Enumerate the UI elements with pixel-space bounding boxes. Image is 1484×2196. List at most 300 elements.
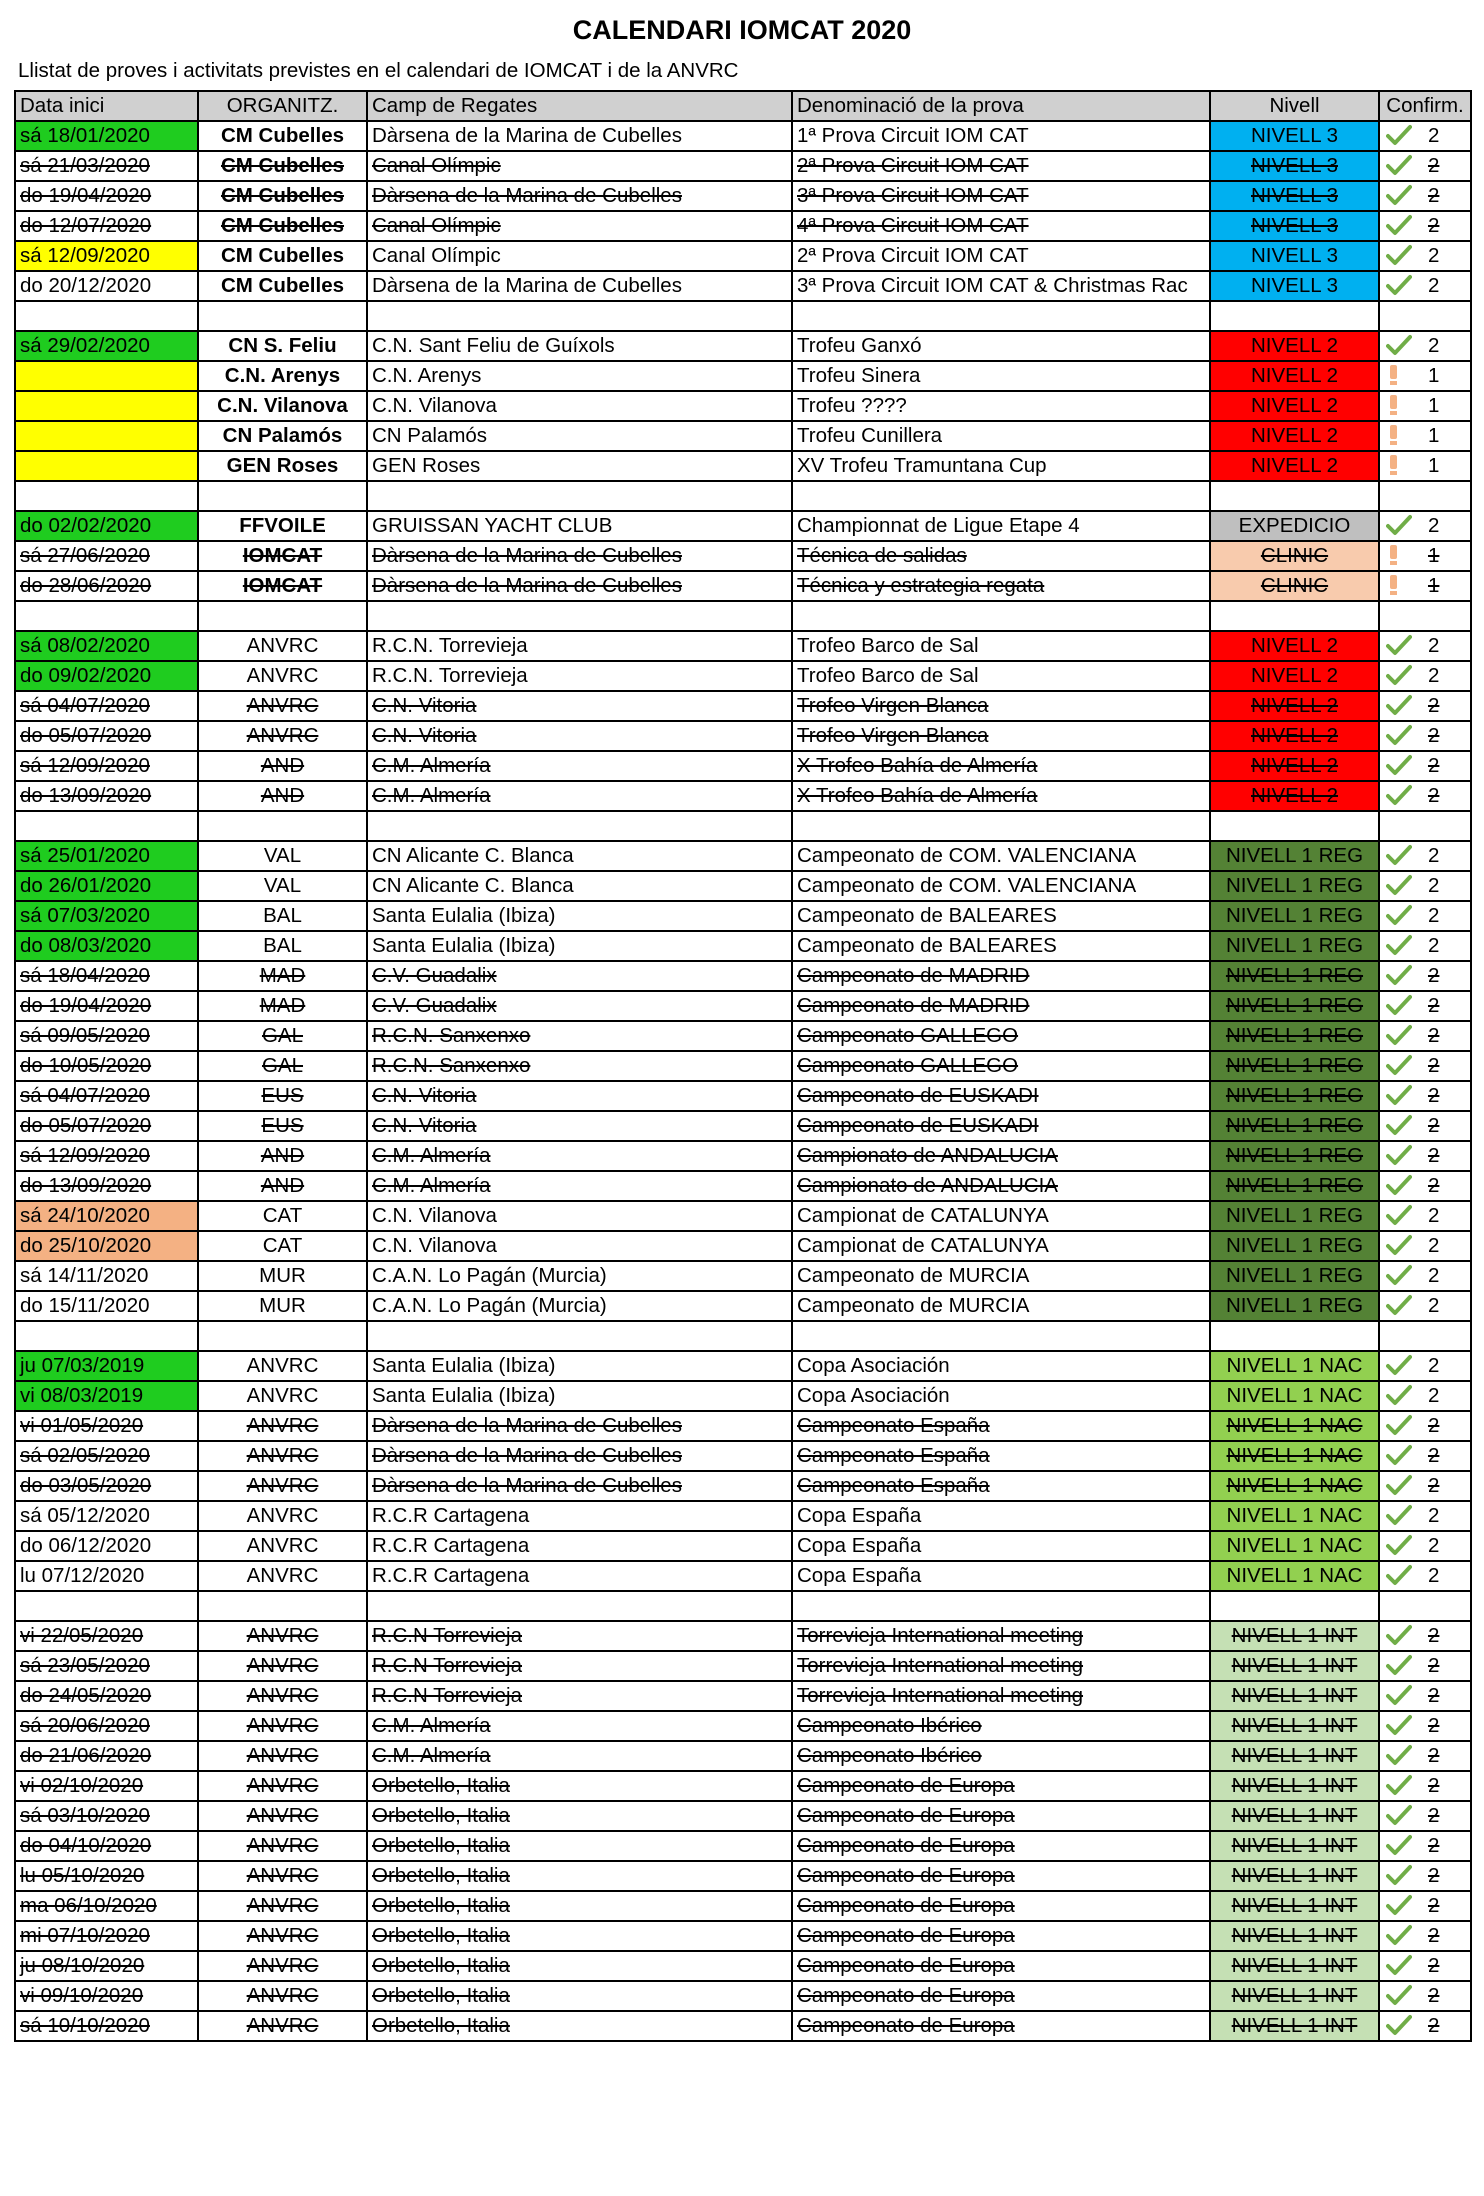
table-row xyxy=(15,1411,1471,1441)
level-cell: NIVELL 3 xyxy=(1210,211,1379,241)
venue-cell: Canal Olímpic xyxy=(367,211,792,241)
confirmation-value: 2 xyxy=(1428,694,1440,717)
organizer-cell: ANVRC xyxy=(198,1681,367,1711)
organizer-cell: ANVRC xyxy=(198,1831,367,1861)
confirmation-cell xyxy=(1379,1891,1471,1921)
check-icon xyxy=(1386,1954,1412,1976)
level-cell: NIVELL 1 REG xyxy=(1210,1021,1379,1051)
empty-cell xyxy=(1210,1591,1379,1621)
empty-cell xyxy=(367,1591,792,1621)
table-row xyxy=(15,451,1471,481)
event-name-cell: Trofeo Virgen Blanca xyxy=(792,691,1210,721)
empty-cell xyxy=(1379,481,1471,511)
confirmation-cell xyxy=(1379,1201,1471,1231)
date-cell: sá 18/04/2020 xyxy=(15,961,198,991)
organizer-cell: ANVRC xyxy=(198,1531,367,1561)
event-name-cell: Trofeu Cunillera xyxy=(792,421,1210,451)
event-name-cell: Campeonato de MADRID xyxy=(792,961,1210,991)
venue-cell: GEN Roses xyxy=(367,451,792,481)
organizer-cell: GAL xyxy=(198,1051,367,1081)
date-cell: sá 03/10/2020 xyxy=(15,1801,198,1831)
organizer-cell: ANVRC xyxy=(198,1561,367,1591)
check-icon xyxy=(1386,754,1412,776)
organizer-cell: ANVRC xyxy=(198,721,367,751)
confirmation-cell xyxy=(1379,1771,1471,1801)
venue-cell: C.N. Vilanova xyxy=(367,391,792,421)
date-cell: do 08/03/2020 xyxy=(15,931,198,961)
date-cell: ju 08/10/2020 xyxy=(15,1951,198,1981)
confirmation-cell xyxy=(1379,451,1471,481)
check-icon xyxy=(1386,244,1412,266)
date-cell: do 25/10/2020 xyxy=(15,1231,198,1261)
event-name-cell: Campeonato GALLEGO xyxy=(792,1021,1210,1051)
confirmation-cell xyxy=(1379,391,1471,421)
event-name-cell: 3ª Prova Circuit IOM CAT xyxy=(792,181,1210,211)
venue-cell: CN Alicante C. Blanca xyxy=(367,871,792,901)
organizer-cell: AND xyxy=(198,1141,367,1171)
date-cell: sá 29/02/2020 xyxy=(15,331,198,361)
empty-cell xyxy=(198,1591,367,1621)
organizer-cell: BAL xyxy=(198,931,367,961)
confirmation-value: 2 xyxy=(1428,184,1440,207)
check-icon xyxy=(1386,1984,1412,2006)
event-name-cell: Torrevieja International meeting xyxy=(792,1651,1210,1681)
event-name-cell: Campeonato de Europa xyxy=(792,1861,1210,1891)
level-cell: NIVELL 1 NAC xyxy=(1210,1411,1379,1441)
check-icon xyxy=(1386,274,1412,296)
organizer-cell: CM Cubelles xyxy=(198,121,367,151)
level-cell: NIVELL 3 xyxy=(1210,271,1379,301)
empty-cell xyxy=(1210,601,1379,631)
date-cell: do 26/01/2020 xyxy=(15,871,198,901)
confirmation-cell xyxy=(1379,841,1471,871)
table-row xyxy=(15,1381,1471,1411)
header-date: Data inici xyxy=(15,91,198,121)
check-icon xyxy=(1386,964,1412,986)
confirmation-cell xyxy=(1379,1471,1471,1501)
confirmation-value: 2 xyxy=(1428,724,1440,747)
table-row xyxy=(15,151,1471,181)
confirmation-value: 2 xyxy=(1428,274,1440,297)
confirmation-cell xyxy=(1379,1981,1471,2011)
date-cell: vi 22/05/2020 xyxy=(15,1621,198,1651)
organizer-cell: CM Cubelles xyxy=(198,151,367,181)
confirmation-value: 1 xyxy=(1428,544,1440,567)
header-confirmation: Confirm. xyxy=(1379,91,1471,121)
event-name-cell: Campionat de CATALUNYA xyxy=(792,1201,1210,1231)
confirmation-cell xyxy=(1379,1561,1471,1591)
empty-cell xyxy=(1210,811,1379,841)
date-cell: sá 02/05/2020 xyxy=(15,1441,198,1471)
level-cell: NIVELL 1 NAC xyxy=(1210,1381,1379,1411)
venue-cell: R.C.N. Torrevieja xyxy=(367,661,792,691)
date-cell: do 13/09/2020 xyxy=(15,781,198,811)
event-name-cell: Campeonato España xyxy=(792,1471,1210,1501)
venue-cell: Santa Eulalia (Ibiza) xyxy=(367,931,792,961)
organizer-cell: ANVRC xyxy=(198,1441,367,1471)
table-row xyxy=(15,2011,1471,2041)
organizer-cell: MAD xyxy=(198,961,367,991)
confirmation-cell xyxy=(1379,1411,1471,1441)
organizer-cell: ANVRC xyxy=(198,691,367,721)
confirmation-cell xyxy=(1379,541,1471,571)
event-name-cell: 3ª Prova Circuit IOM CAT & Christmas Rac xyxy=(792,271,1210,301)
organizer-cell: CN Palamós xyxy=(198,421,367,451)
table-row xyxy=(15,1261,1471,1291)
venue-cell: C.N. Vitoria xyxy=(367,1081,792,1111)
date-cell: do 04/10/2020 xyxy=(15,1831,198,1861)
level-cell: NIVELL 1 INT xyxy=(1210,1681,1379,1711)
level-cell: NIVELL 2 xyxy=(1210,391,1379,421)
empty-cell xyxy=(1210,301,1379,331)
event-name-cell: Campionato de ANDALUCIA xyxy=(792,1141,1210,1171)
confirmation-cell xyxy=(1379,511,1471,541)
check-icon xyxy=(1386,2014,1412,2036)
event-name-cell: Torrevieja International meeting xyxy=(792,1621,1210,1651)
confirmation-cell xyxy=(1379,1801,1471,1831)
date-cell: vi 01/05/2020 xyxy=(15,1411,198,1441)
confirmation-value: 2 xyxy=(1428,1714,1440,1737)
check-icon xyxy=(1386,154,1412,176)
organizer-cell: MUR xyxy=(198,1261,367,1291)
venue-cell: C.A.N. Lo Pagán (Murcia) xyxy=(367,1291,792,1321)
date-cell xyxy=(15,391,198,421)
confirmation-cell xyxy=(1379,1081,1471,1111)
table-row xyxy=(15,1681,1471,1711)
confirmation-cell xyxy=(1379,1291,1471,1321)
date-cell: lu 07/12/2020 xyxy=(15,1561,198,1591)
warning-icon xyxy=(1386,574,1412,596)
date-cell: do 19/04/2020 xyxy=(15,181,198,211)
confirmation-value: 2 xyxy=(1428,1444,1440,1467)
confirmation-value: 2 xyxy=(1428,664,1440,687)
venue-cell: R.C.N. Sanxenxo xyxy=(367,1021,792,1051)
check-icon xyxy=(1386,1144,1412,1166)
empty-cell xyxy=(367,811,792,841)
level-cell: NIVELL 1 NAC xyxy=(1210,1351,1379,1381)
check-icon xyxy=(1386,334,1412,356)
empty-cell xyxy=(198,301,367,331)
date-cell: do 15/11/2020 xyxy=(15,1291,198,1321)
event-name-cell: Campeonato España xyxy=(792,1411,1210,1441)
warning-icon xyxy=(1386,454,1412,476)
confirmation-value: 2 xyxy=(1428,1864,1440,1887)
event-name-cell: Copa Asociación xyxy=(792,1381,1210,1411)
date-cell: do 03/05/2020 xyxy=(15,1471,198,1501)
level-cell: NIVELL 1 REG xyxy=(1210,1231,1379,1261)
venue-cell: Canal Olímpic xyxy=(367,241,792,271)
table-row xyxy=(15,751,1471,781)
venue-cell: R.C.R Cartagena xyxy=(367,1501,792,1531)
check-icon xyxy=(1386,1834,1412,1856)
organizer-cell: ANVRC xyxy=(198,1621,367,1651)
confirmation-value: 2 xyxy=(1428,1894,1440,1917)
confirmation-value: 2 xyxy=(1428,1624,1440,1647)
confirmation-value: 2 xyxy=(1428,874,1440,897)
confirmation-value: 2 xyxy=(1428,1504,1440,1527)
confirmation-cell xyxy=(1379,1531,1471,1561)
event-name-cell: 4ª Prova Circuit IOM CAT xyxy=(792,211,1210,241)
organizer-cell: ANVRC xyxy=(198,2011,367,2041)
confirmation-value: 2 xyxy=(1428,1084,1440,1107)
event-name-cell: Campionato de ANDALUCIA xyxy=(792,1171,1210,1201)
check-icon xyxy=(1386,1414,1412,1436)
level-cell: NIVELL 2 xyxy=(1210,691,1379,721)
event-name-cell: Copa España xyxy=(792,1531,1210,1561)
date-cell: sá 05/12/2020 xyxy=(15,1501,198,1531)
confirmation-value: 2 xyxy=(1428,784,1440,807)
event-name-cell: Trofeo Barco de Sal xyxy=(792,631,1210,661)
level-cell: NIVELL 1 NAC xyxy=(1210,1531,1379,1561)
confirmation-value: 1 xyxy=(1428,364,1440,387)
confirmation-cell xyxy=(1379,751,1471,781)
header-venue: Camp de Regates xyxy=(367,91,792,121)
confirmation-cell xyxy=(1379,1141,1471,1171)
confirmation-cell xyxy=(1379,1831,1471,1861)
venue-cell: C.N. Vitoria xyxy=(367,721,792,751)
venue-cell: Santa Eulalia (Ibiza) xyxy=(367,901,792,931)
check-icon xyxy=(1386,1564,1412,1586)
page-title: CALENDARI IOMCAT 2020 xyxy=(572,15,912,45)
check-icon xyxy=(1386,784,1412,806)
organizer-cell: CAT xyxy=(198,1231,367,1261)
organizer-cell: ANVRC xyxy=(198,1891,367,1921)
page-subtitle: Llistat de proves i activitats previstes en el calendari de IOMCAT i de la ANVRC xyxy=(18,59,739,82)
event-name-cell: Copa España xyxy=(792,1501,1210,1531)
confirmation-value: 2 xyxy=(1428,244,1440,267)
level-cell: NIVELL 2 xyxy=(1210,631,1379,661)
check-icon xyxy=(1386,874,1412,896)
empty-cell xyxy=(15,601,198,631)
table-row xyxy=(15,1741,1471,1771)
confirmation-value: 2 xyxy=(1428,1984,1440,2007)
venue-cell: Orbetello, Italia xyxy=(367,1861,792,1891)
confirmation-value: 2 xyxy=(1428,1054,1440,1077)
date-cell: mi 07/10/2020 xyxy=(15,1921,198,1951)
table-row xyxy=(15,781,1471,811)
date-cell: sá 21/03/2020 xyxy=(15,151,198,181)
table-row xyxy=(15,1831,1471,1861)
empty-cell xyxy=(367,1321,792,1351)
event-name-cell: XV Trofeu Tramuntana Cup xyxy=(792,451,1210,481)
confirmation-value: 2 xyxy=(1428,154,1440,177)
table-row xyxy=(15,1201,1471,1231)
date-cell xyxy=(15,361,198,391)
event-name-cell: Trofeo Barco de Sal xyxy=(792,661,1210,691)
level-cell: NIVELL 1 REG xyxy=(1210,1171,1379,1201)
level-cell: NIVELL 3 xyxy=(1210,181,1379,211)
venue-cell: R.C.R Cartagena xyxy=(367,1561,792,1591)
table-row xyxy=(15,1291,1471,1321)
event-name-cell: Torrevieja International meeting xyxy=(792,1681,1210,1711)
check-icon xyxy=(1386,1294,1412,1316)
level-cell: NIVELL 1 INT xyxy=(1210,1801,1379,1831)
table-row xyxy=(15,1921,1471,1951)
level-cell: NIVELL 2 xyxy=(1210,361,1379,391)
event-name-cell: Técnica de salidas xyxy=(792,541,1210,571)
venue-cell: Dàrsena de la Marina de Cubelles xyxy=(367,1411,792,1441)
event-name-cell: Trofeu Sinera xyxy=(792,361,1210,391)
venue-cell: C.M. Almería xyxy=(367,1171,792,1201)
date-cell: vi 09/10/2020 xyxy=(15,1981,198,2011)
confirmation-value: 2 xyxy=(1428,904,1440,927)
event-name-cell: Trofeu ???? xyxy=(792,391,1210,421)
date-cell: do 19/04/2020 xyxy=(15,991,198,1021)
date-cell: sá 12/09/2020 xyxy=(15,241,198,271)
confirmation-value: 2 xyxy=(1428,1954,1440,1977)
venue-cell: R.C.N Torrevieja xyxy=(367,1621,792,1651)
level-cell: NIVELL 2 xyxy=(1210,331,1379,361)
confirmation-value: 2 xyxy=(1428,334,1440,357)
venue-cell: Canal Olímpic xyxy=(367,151,792,181)
confirmation-cell xyxy=(1379,1051,1471,1081)
level-cell: NIVELL 1 INT xyxy=(1210,1621,1379,1651)
empty-cell xyxy=(1379,811,1471,841)
organizer-cell: ANVRC xyxy=(198,1921,367,1951)
event-name-cell: Campeonato de Europa xyxy=(792,1951,1210,1981)
empty-cell xyxy=(198,601,367,631)
confirmation-value: 2 xyxy=(1428,1384,1440,1407)
date-cell: ma 06/10/2020 xyxy=(15,1891,198,1921)
check-icon xyxy=(1386,664,1412,686)
empty-cell xyxy=(198,481,367,511)
warning-icon xyxy=(1386,544,1412,566)
confirmation-value: 2 xyxy=(1428,2014,1440,2037)
table-row xyxy=(15,841,1471,871)
empty-cell xyxy=(1379,1321,1471,1351)
venue-cell: Santa Eulalia (Ibiza) xyxy=(367,1381,792,1411)
confirmation-value: 2 xyxy=(1428,1744,1440,1767)
date-cell: sá 07/03/2020 xyxy=(15,901,198,931)
empty-cell xyxy=(1379,601,1471,631)
event-name-cell: Trofeu Ganxó xyxy=(792,331,1210,361)
confirmation-cell xyxy=(1379,1441,1471,1471)
check-icon xyxy=(1386,1624,1412,1646)
event-name-cell: Campeonato Ibérico xyxy=(792,1741,1210,1771)
organizer-cell: ANVRC xyxy=(198,1711,367,1741)
empty-cell xyxy=(1210,481,1379,511)
level-cell: NIVELL 1 REG xyxy=(1210,931,1379,961)
level-cell: NIVELL 1 INT xyxy=(1210,1651,1379,1681)
event-name-cell: Campeonato de Europa xyxy=(792,1831,1210,1861)
level-cell: NIVELL 1 INT xyxy=(1210,1831,1379,1861)
empty-cell xyxy=(367,601,792,631)
venue-cell: C.A.N. Lo Pagán (Murcia) xyxy=(367,1261,792,1291)
venue-cell: R.C.N. Sanxenxo xyxy=(367,1051,792,1081)
date-cell: sá 14/11/2020 xyxy=(15,1261,198,1291)
confirmation-value: 2 xyxy=(1428,1684,1440,1707)
venue-cell: C.N. Vitoria xyxy=(367,1111,792,1141)
date-cell xyxy=(15,451,198,481)
level-cell: NIVELL 2 xyxy=(1210,721,1379,751)
venue-cell: Orbetello, Italia xyxy=(367,1981,792,2011)
confirmation-value: 2 xyxy=(1428,964,1440,987)
venue-cell: C.M. Almería xyxy=(367,751,792,781)
venue-cell: C.V. Guadalix xyxy=(367,991,792,1021)
venue-cell: Orbetello, Italia xyxy=(367,1891,792,1921)
organizer-cell: ANVRC xyxy=(198,1501,367,1531)
empty-cell xyxy=(792,301,1210,331)
table-row xyxy=(15,991,1471,1021)
venue-cell: R.C.N. Torrevieja xyxy=(367,631,792,661)
table-row xyxy=(15,631,1471,661)
table-row xyxy=(15,1111,1471,1141)
confirmation-cell xyxy=(1379,1351,1471,1381)
date-cell: do 06/12/2020 xyxy=(15,1531,198,1561)
confirmation-cell xyxy=(1379,1951,1471,1981)
check-icon xyxy=(1386,1714,1412,1736)
confirmation-value: 2 xyxy=(1428,1474,1440,1497)
confirmation-value: 2 xyxy=(1428,214,1440,237)
confirmation-value: 2 xyxy=(1428,1114,1440,1137)
confirmation-cell xyxy=(1379,1261,1471,1291)
event-name-cell: X Trofeo Bahía de Almería xyxy=(792,751,1210,781)
venue-cell: Dàrsena de la Marina de Cubelles xyxy=(367,541,792,571)
table-row xyxy=(15,1351,1471,1381)
event-name-cell: Campeonato de Europa xyxy=(792,1921,1210,1951)
empty-cell xyxy=(15,1591,198,1621)
table-row xyxy=(15,661,1471,691)
calendar-table xyxy=(14,90,1472,2042)
date-cell: do 05/07/2020 xyxy=(15,721,198,751)
check-icon xyxy=(1386,1054,1412,1076)
empty-cell xyxy=(1210,1321,1379,1351)
table-row xyxy=(15,211,1471,241)
check-icon xyxy=(1386,124,1412,146)
confirmation-cell xyxy=(1379,181,1471,211)
check-icon xyxy=(1386,904,1412,926)
organizer-cell: VAL xyxy=(198,841,367,871)
confirmation-cell xyxy=(1379,901,1471,931)
event-name-cell: Campeonato de Europa xyxy=(792,2011,1210,2041)
confirmation-value: 2 xyxy=(1428,1174,1440,1197)
confirmation-cell xyxy=(1379,1111,1471,1141)
header-event-name: Denominació de la prova xyxy=(792,91,1210,121)
confirmation-value: 2 xyxy=(1428,634,1440,657)
empty-cell xyxy=(792,481,1210,511)
empty-cell xyxy=(792,601,1210,631)
table-row xyxy=(15,1531,1471,1561)
venue-cell: C.M. Almería xyxy=(367,1741,792,1771)
venue-cell: Orbetello, Italia xyxy=(367,1951,792,1981)
warning-icon xyxy=(1386,364,1412,386)
table-row xyxy=(15,1501,1471,1531)
table-row xyxy=(15,871,1471,901)
organizer-cell: AND xyxy=(198,1171,367,1201)
level-cell: NIVELL 1 REG xyxy=(1210,1141,1379,1171)
organizer-cell: BAL xyxy=(198,901,367,931)
check-icon xyxy=(1386,1114,1412,1136)
table-row xyxy=(15,901,1471,931)
check-icon xyxy=(1386,514,1412,536)
empty-cell xyxy=(198,811,367,841)
date-cell: sá 09/05/2020 xyxy=(15,1021,198,1051)
table-row xyxy=(15,271,1471,301)
check-icon xyxy=(1386,1084,1412,1106)
check-icon xyxy=(1386,1804,1412,1826)
date-cell: sá 12/09/2020 xyxy=(15,1141,198,1171)
table-header-row xyxy=(15,91,1471,121)
empty-cell xyxy=(1379,1591,1471,1621)
venue-cell: Orbetello, Italia xyxy=(367,2011,792,2041)
confirmation-cell xyxy=(1379,991,1471,1021)
organizer-cell: IOMCAT xyxy=(198,541,367,571)
check-icon xyxy=(1386,1774,1412,1796)
organizer-cell: MUR xyxy=(198,1291,367,1321)
event-name-cell: 2ª Prova Circuit IOM CAT xyxy=(792,151,1210,181)
venue-cell: CN Alicante C. Blanca xyxy=(367,841,792,871)
date-cell: sá 04/07/2020 xyxy=(15,1081,198,1111)
